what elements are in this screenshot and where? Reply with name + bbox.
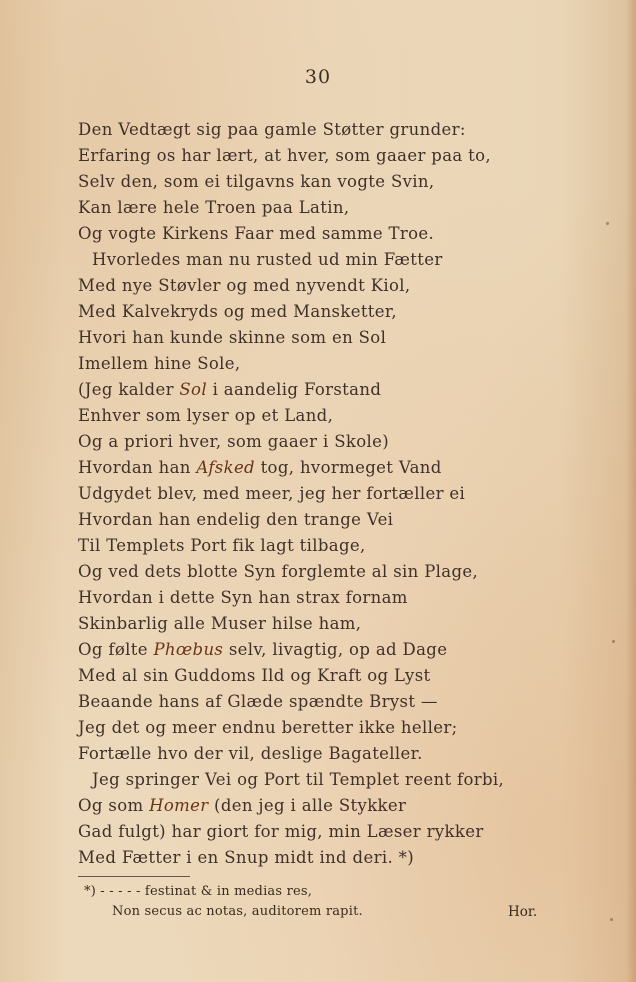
verse-line [78, 455, 578, 481]
verse-line [78, 377, 578, 403]
verse-text: Jeg det og meer endnu beretter ikke heller; [78, 718, 458, 737]
verse-text: Og ved dets blotte Syn forglemte al sin Plage, [78, 562, 479, 581]
verse-line [78, 143, 578, 169]
verse-line [78, 247, 578, 273]
verse-text: Til Templets Port fik lagt tilbage, [78, 536, 366, 555]
paper-speck [606, 222, 609, 225]
verse-text: Imellem hine Sole, [78, 354, 241, 373]
verse-text: Skinbarlig alle Muser hilse ham, [78, 614, 362, 633]
verse-text-after: (den jeg i alle Stykker [208, 796, 407, 815]
verse-text: Med Fætter i en Snup midt ind deri. *) [78, 848, 415, 867]
verse-line [78, 221, 578, 247]
verse-line [78, 559, 578, 585]
verse-line [78, 637, 578, 663]
verse-line [78, 611, 578, 637]
verse-line [78, 845, 578, 871]
verse-line [78, 325, 578, 351]
verse-text: Og a priori hver, som gaaer i Skole) [78, 432, 390, 451]
footnote-line-2: Non secus ac notas, auditorem rapit. [112, 904, 363, 919]
verse-text: Med nye Støvler og med nyvendt Kiol, [78, 276, 411, 295]
verse-text: Og som [78, 796, 150, 815]
verse-italic-word: Sol [179, 380, 207, 399]
verse-text: Hvordan i dette Syn han strax fornam [78, 588, 408, 607]
verse-text: Med al sin Guddoms Ild og Kraft og Lyst [78, 666, 431, 685]
footnote-line-1: *) - - - - - festinat & in medias res, [84, 884, 313, 899]
verse-line [78, 741, 578, 767]
paper-speck [610, 918, 613, 921]
verse-italic-word: Phœbus [153, 640, 224, 659]
verse-line [78, 351, 578, 377]
verse-line [78, 767, 578, 793]
verse-line [78, 507, 578, 533]
verse-text: (Jeg kalder [78, 380, 180, 399]
verse-line [78, 533, 578, 559]
verse-text: Hvordan han [78, 458, 197, 477]
verse-text: Udgydet blev, med meer, jeg her fortæller ei [78, 484, 466, 503]
verse-text-after: i aandelig Forstand [206, 380, 382, 399]
footnote-rule [78, 876, 190, 877]
verse-text: Med Kalvekryds og med Mansketter, [78, 302, 397, 321]
verse-text: Hvorledes man nu rusted ud min Fætter [92, 250, 443, 269]
verse-line [78, 117, 578, 143]
verse-italic-word: Homer [149, 796, 209, 815]
verse-text: Beaande hans af Glæde spændte Bryst — [78, 692, 438, 711]
verse-text: Kan lære hele Troen paa Latin, [78, 198, 350, 217]
verse-line [78, 793, 578, 819]
verse-line [78, 273, 578, 299]
verse-text-after: tog, hvormeget Vand [254, 458, 442, 477]
verse-line [78, 715, 578, 741]
verse-text: Enhver som lyser op et Land, [78, 406, 334, 425]
verse-line [78, 403, 578, 429]
verse-line [78, 195, 578, 221]
verse-text-after: selv, livagtig, op ad Dage [223, 640, 448, 659]
verse-line [78, 481, 578, 507]
footnote-source: Hor. [508, 904, 538, 920]
verse-text: Gad fulgt) har giort for mig, min Læser rykker [78, 822, 484, 841]
verse-block [78, 117, 578, 871]
verse-line [78, 689, 578, 715]
verse-text: Selv den, som ei tilgavns kan vogte Svin, [78, 172, 435, 191]
page-number: 30 [304, 66, 332, 88]
verse-line [78, 429, 578, 455]
verse-italic-word: Afsked [196, 458, 255, 477]
verse-line [78, 169, 578, 195]
verse-line [78, 663, 578, 689]
verse-text: Og følte [78, 640, 154, 659]
verse-text: Den Vedtægt sig paa gamle Støtter grunder: [78, 120, 466, 139]
verse-line [78, 819, 578, 845]
verse-text: Jeg springer Vei og Port til Templet reent forbi, [92, 770, 505, 789]
verse-text: Erfaring os har lært, at hver, som gaaer paa to, [78, 146, 492, 165]
verse-line [78, 585, 578, 611]
verse-text: Og vogte Kirkens Faar med samme Troe. [78, 224, 435, 243]
paper-speck [612, 640, 615, 643]
verse-text: Hvordan han endelig den trange Vei [78, 510, 394, 529]
page-edge-shadow [626, 0, 636, 982]
verse-line [78, 299, 578, 325]
verse-text: Fortælle hvo der vil, deslige Bagateller. [78, 744, 423, 763]
verse-text: Hvori han kunde skinne som en Sol [78, 328, 387, 347]
